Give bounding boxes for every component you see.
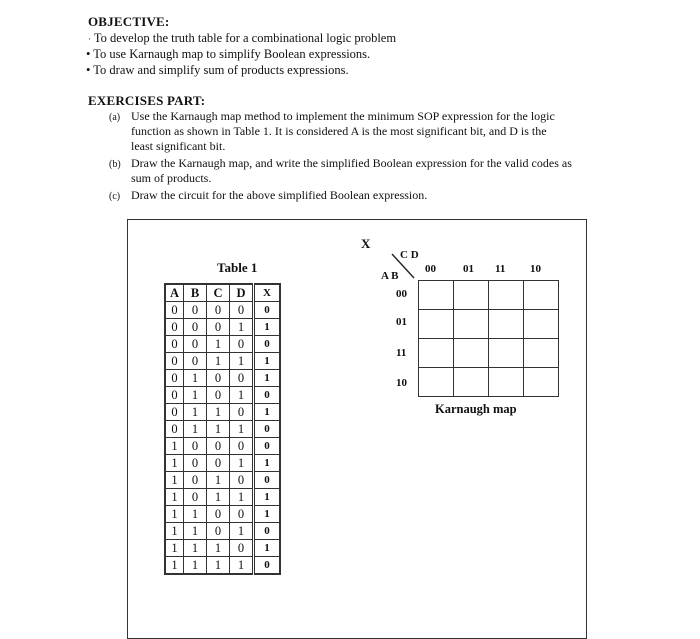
table-title: Table 1 bbox=[217, 260, 258, 275]
cell: 1 bbox=[230, 455, 254, 472]
table-row bbox=[165, 336, 280, 353]
kmap-cell[interactable] bbox=[523, 367, 559, 397]
kmap-row-label: 01 bbox=[396, 316, 407, 328]
cell: 1 bbox=[230, 557, 254, 575]
cell: 1 bbox=[165, 472, 184, 489]
cell: 0 bbox=[230, 540, 254, 557]
cell: 0 bbox=[230, 506, 254, 523]
kmap-cell[interactable] bbox=[488, 338, 524, 368]
cell: 1 bbox=[207, 557, 230, 575]
table-row bbox=[165, 557, 280, 575]
cell: 1 bbox=[184, 421, 207, 438]
cell: 0 bbox=[207, 455, 230, 472]
kmap-row-label: 11 bbox=[396, 347, 407, 359]
objective-item: • To use Karnaugh map to simplify Boolean expressions. bbox=[86, 47, 371, 61]
header-a: A bbox=[165, 284, 184, 302]
cell: 0 bbox=[184, 319, 207, 336]
cell: 1 bbox=[165, 557, 184, 575]
cell: 0 bbox=[184, 455, 207, 472]
table-row bbox=[165, 506, 280, 523]
cell: 0 bbox=[184, 489, 207, 506]
table-row bbox=[165, 302, 280, 319]
table-row bbox=[165, 540, 280, 557]
kmap-col-label: 11 bbox=[495, 263, 506, 275]
kmap-cd-label: C D bbox=[400, 249, 419, 261]
cell: 1 bbox=[165, 540, 184, 557]
header-x: X bbox=[254, 284, 281, 302]
kmap-col-label: 01 bbox=[463, 263, 474, 275]
cell: 0 bbox=[207, 370, 230, 387]
cell: 0 bbox=[184, 472, 207, 489]
kmap-cell[interactable] bbox=[523, 309, 559, 339]
cell: 0 bbox=[184, 353, 207, 370]
kmap-cell[interactable] bbox=[418, 309, 454, 339]
cell: 0 bbox=[207, 387, 230, 404]
cell: 1 bbox=[254, 353, 281, 370]
cell: 0 bbox=[207, 319, 230, 336]
cell: 0 bbox=[230, 370, 254, 387]
kmap-cell[interactable] bbox=[453, 309, 489, 339]
cell: 1 bbox=[254, 489, 281, 506]
exercise-item-b: (b) bbox=[109, 159, 121, 170]
kmap-cell[interactable] bbox=[523, 338, 559, 368]
cell: 0 bbox=[230, 438, 254, 455]
cell: 0 bbox=[254, 302, 281, 319]
cell: 0 bbox=[184, 438, 207, 455]
kmap-row-label: 00 bbox=[396, 288, 407, 300]
objective-item: • To draw and simplify sum of products expressions. bbox=[86, 63, 349, 77]
cell: 1 bbox=[184, 387, 207, 404]
kmap-cell[interactable] bbox=[488, 280, 524, 310]
bullet: • bbox=[86, 63, 91, 77]
cell: 0 bbox=[165, 336, 184, 353]
cell: 1 bbox=[207, 404, 230, 421]
kmap-output-label: X bbox=[361, 236, 371, 251]
cell: 0 bbox=[230, 336, 254, 353]
cell: 1 bbox=[230, 319, 254, 336]
table-row bbox=[165, 387, 280, 404]
cell: 1 bbox=[254, 455, 281, 472]
cell: 1 bbox=[207, 472, 230, 489]
cell: 1 bbox=[254, 319, 281, 336]
kmap-col-label: 00 bbox=[425, 263, 436, 275]
cell: 1 bbox=[184, 506, 207, 523]
cell: 1 bbox=[254, 506, 281, 523]
cell: 1 bbox=[207, 353, 230, 370]
cell: 0 bbox=[254, 523, 281, 540]
table-row bbox=[165, 319, 280, 336]
cell: 0 bbox=[165, 387, 184, 404]
cell: 1 bbox=[184, 523, 207, 540]
table-header-row bbox=[165, 284, 280, 302]
bullet: · bbox=[88, 34, 91, 44]
exercise-text-c: Draw the circuit for the above simplified Boolean expression. bbox=[131, 188, 428, 202]
cell: 1 bbox=[207, 540, 230, 557]
cell: 0 bbox=[165, 421, 184, 438]
cell: 0 bbox=[207, 302, 230, 319]
cell: 0 bbox=[184, 336, 207, 353]
kmap-cell[interactable] bbox=[418, 280, 454, 310]
cell: 0 bbox=[230, 472, 254, 489]
cell: 1 bbox=[184, 540, 207, 557]
exercise-item-a: (a) bbox=[109, 112, 121, 123]
cell: 0 bbox=[254, 387, 281, 404]
header-b: B bbox=[184, 284, 207, 302]
kmap-cell[interactable] bbox=[488, 309, 524, 339]
cell: 1 bbox=[165, 489, 184, 506]
cell: 1 bbox=[254, 370, 281, 387]
cell: 0 bbox=[184, 302, 207, 319]
cell: 1 bbox=[165, 438, 184, 455]
cell: 0 bbox=[230, 404, 254, 421]
kmap-cell[interactable] bbox=[418, 367, 454, 397]
cell: 0 bbox=[165, 404, 184, 421]
objective-heading: OBJECTIVE: bbox=[88, 14, 170, 29]
kmap-cell[interactable] bbox=[453, 280, 489, 310]
cell: 0 bbox=[254, 421, 281, 438]
cell: 0 bbox=[165, 353, 184, 370]
bullet: • bbox=[86, 47, 91, 61]
cell: 1 bbox=[230, 523, 254, 540]
kmap-cell[interactable] bbox=[418, 338, 454, 368]
cell: 1 bbox=[165, 506, 184, 523]
table-row bbox=[165, 489, 280, 506]
table-row bbox=[165, 421, 280, 438]
kmap-corner-diagonal bbox=[390, 252, 416, 280]
cell: 0 bbox=[230, 302, 254, 319]
cell: 1 bbox=[207, 489, 230, 506]
table-row bbox=[165, 404, 280, 421]
cell: 1 bbox=[165, 523, 184, 540]
header-d: D bbox=[230, 284, 254, 302]
cell: 1 bbox=[230, 421, 254, 438]
cell: 1 bbox=[184, 404, 207, 421]
cell: 1 bbox=[184, 370, 207, 387]
cell: 0 bbox=[207, 506, 230, 523]
kmap-ab-label: A B bbox=[381, 270, 399, 282]
kmap-col-label: 10 bbox=[530, 263, 541, 275]
kmap-cell[interactable] bbox=[453, 367, 489, 397]
table-row bbox=[165, 370, 280, 387]
exercise-text-a: Use the Karnaugh map method to implement the minimum SOP expression for the logic function as shown in Table 1. It is considered A is the most significant bit, and D is the least significant bit. bbox=[131, 109, 555, 153]
cell: 1 bbox=[230, 387, 254, 404]
cell: 0 bbox=[254, 336, 281, 353]
cell: 0 bbox=[165, 302, 184, 319]
table-row bbox=[165, 455, 280, 472]
truth-table bbox=[164, 283, 281, 575]
exercise-item-c: (c) bbox=[109, 191, 121, 202]
objective-item: · To develop the truth table for a combinational logic problem bbox=[88, 31, 397, 45]
cell: 0 bbox=[207, 438, 230, 455]
exercises-heading: EXERCISES PART: bbox=[88, 93, 206, 108]
cell: 0 bbox=[165, 319, 184, 336]
cell: 0 bbox=[254, 472, 281, 489]
kmap-cell[interactable] bbox=[488, 367, 524, 397]
table-row bbox=[165, 472, 280, 489]
cell: 0 bbox=[207, 523, 230, 540]
kmap-caption: Karnaugh map bbox=[435, 402, 517, 416]
cell: 1 bbox=[254, 540, 281, 557]
cell: 1 bbox=[230, 489, 254, 506]
cell: 0 bbox=[254, 557, 281, 575]
cell: 1 bbox=[165, 455, 184, 472]
cell: 1 bbox=[230, 353, 254, 370]
table-row bbox=[165, 353, 280, 370]
table-row bbox=[165, 523, 280, 540]
cell: 1 bbox=[254, 404, 281, 421]
kmap-row-label: 10 bbox=[396, 377, 407, 389]
kmap-cell[interactable] bbox=[523, 280, 559, 310]
cell: 1 bbox=[207, 336, 230, 353]
cell: 0 bbox=[254, 438, 281, 455]
table-row bbox=[165, 438, 280, 455]
cell: 0 bbox=[165, 370, 184, 387]
cell: 1 bbox=[207, 421, 230, 438]
cell: 1 bbox=[184, 557, 207, 575]
kmap-cell[interactable] bbox=[453, 338, 489, 368]
header-c: C bbox=[207, 284, 230, 302]
exercise-text-b: Draw the Karnaugh map, and write the simplified Boolean expression for the valid codes as sum of products. bbox=[131, 156, 572, 185]
